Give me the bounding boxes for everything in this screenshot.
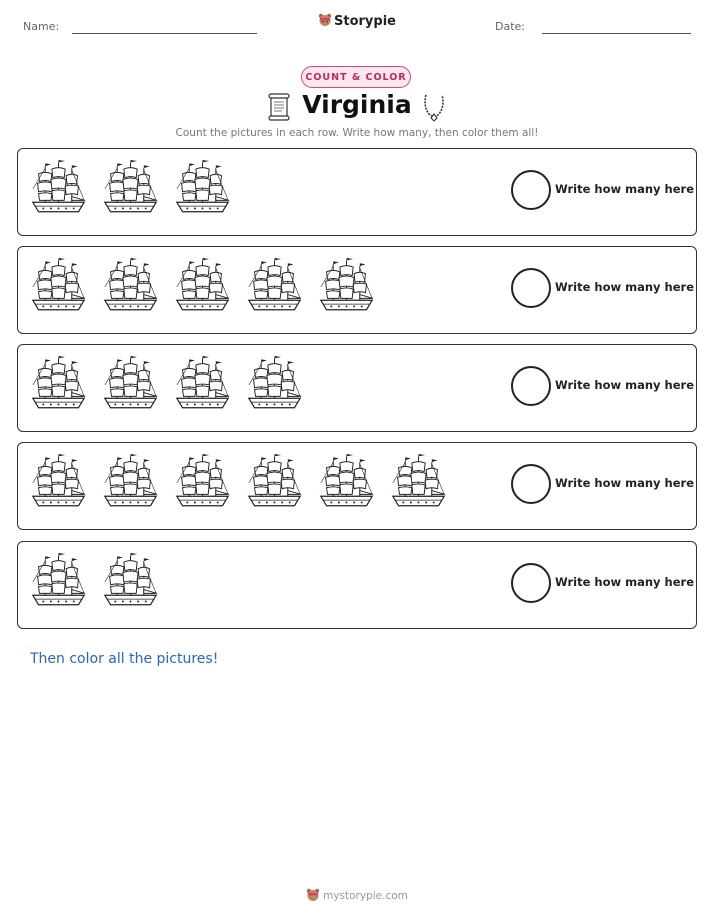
tall-ship-icon[interactable] <box>390 453 447 513</box>
picture-group <box>30 257 390 321</box>
tall-ship-icon[interactable] <box>174 355 231 415</box>
count-row <box>17 344 697 432</box>
tall-ship-icon[interactable] <box>30 552 87 612</box>
tall-ship-icon[interactable] <box>102 552 159 612</box>
tall-ship-icon[interactable] <box>102 355 159 415</box>
tall-ship-icon[interactable] <box>30 355 87 415</box>
picture-group <box>30 159 246 223</box>
answer-label: Write how many here <box>555 378 694 392</box>
category-badge: COUNT & COLOR <box>301 66 411 88</box>
answer-label: Write how many here <box>555 575 694 589</box>
instructions: Count the pictures in each row. Write how many, then color them all! <box>175 127 539 139</box>
date-label: Date: <box>495 20 525 33</box>
date-line[interactable] <box>542 33 691 34</box>
answer-label: Write how many here <box>555 280 694 294</box>
answer-circle[interactable] <box>511 366 551 406</box>
answer-circle[interactable] <box>511 464 551 504</box>
tall-ship-icon[interactable] <box>246 257 303 317</box>
brand-name: Storypie <box>334 14 396 29</box>
count-row <box>17 148 697 236</box>
tall-ship-icon[interactable] <box>318 257 375 317</box>
answer-circle[interactable] <box>511 268 551 308</box>
site-url: mystorypie.com <box>323 890 408 902</box>
tall-ship-icon[interactable] <box>102 453 159 513</box>
name-label: Name: <box>23 20 60 33</box>
answer-label: Write how many here <box>555 476 694 490</box>
answer-label: Write how many here <box>555 182 694 196</box>
answer-circle[interactable] <box>511 170 551 210</box>
picture-group <box>30 453 462 517</box>
site-footer <box>0 888 714 902</box>
tall-ship-icon[interactable] <box>30 159 87 219</box>
tall-ship-icon[interactable] <box>102 257 159 317</box>
answer-circle[interactable] <box>511 563 551 603</box>
brand-logo <box>0 13 714 29</box>
tall-ship-icon[interactable] <box>30 257 87 317</box>
page-title: Virginia <box>302 90 412 119</box>
tall-ship-icon[interactable] <box>30 453 87 513</box>
tall-ship-icon[interactable] <box>174 453 231 513</box>
bear-logo-icon <box>306 888 320 902</box>
bear-logo-icon <box>318 13 332 27</box>
tall-ship-icon[interactable] <box>318 453 375 513</box>
tall-ship-icon[interactable] <box>174 257 231 317</box>
name-line[interactable] <box>72 33 257 34</box>
picture-group <box>30 552 174 616</box>
count-row <box>17 541 697 629</box>
tall-ship-icon[interactable] <box>174 159 231 219</box>
tall-ship-icon[interactable] <box>246 355 303 415</box>
tall-ship-icon[interactable] <box>102 159 159 219</box>
picture-group <box>30 355 318 419</box>
count-row <box>17 442 697 530</box>
footer-note: Then color all the pictures! <box>30 651 219 667</box>
necklace-icon <box>421 92 447 122</box>
count-row <box>17 246 697 334</box>
tall-ship-icon[interactable] <box>246 453 303 513</box>
